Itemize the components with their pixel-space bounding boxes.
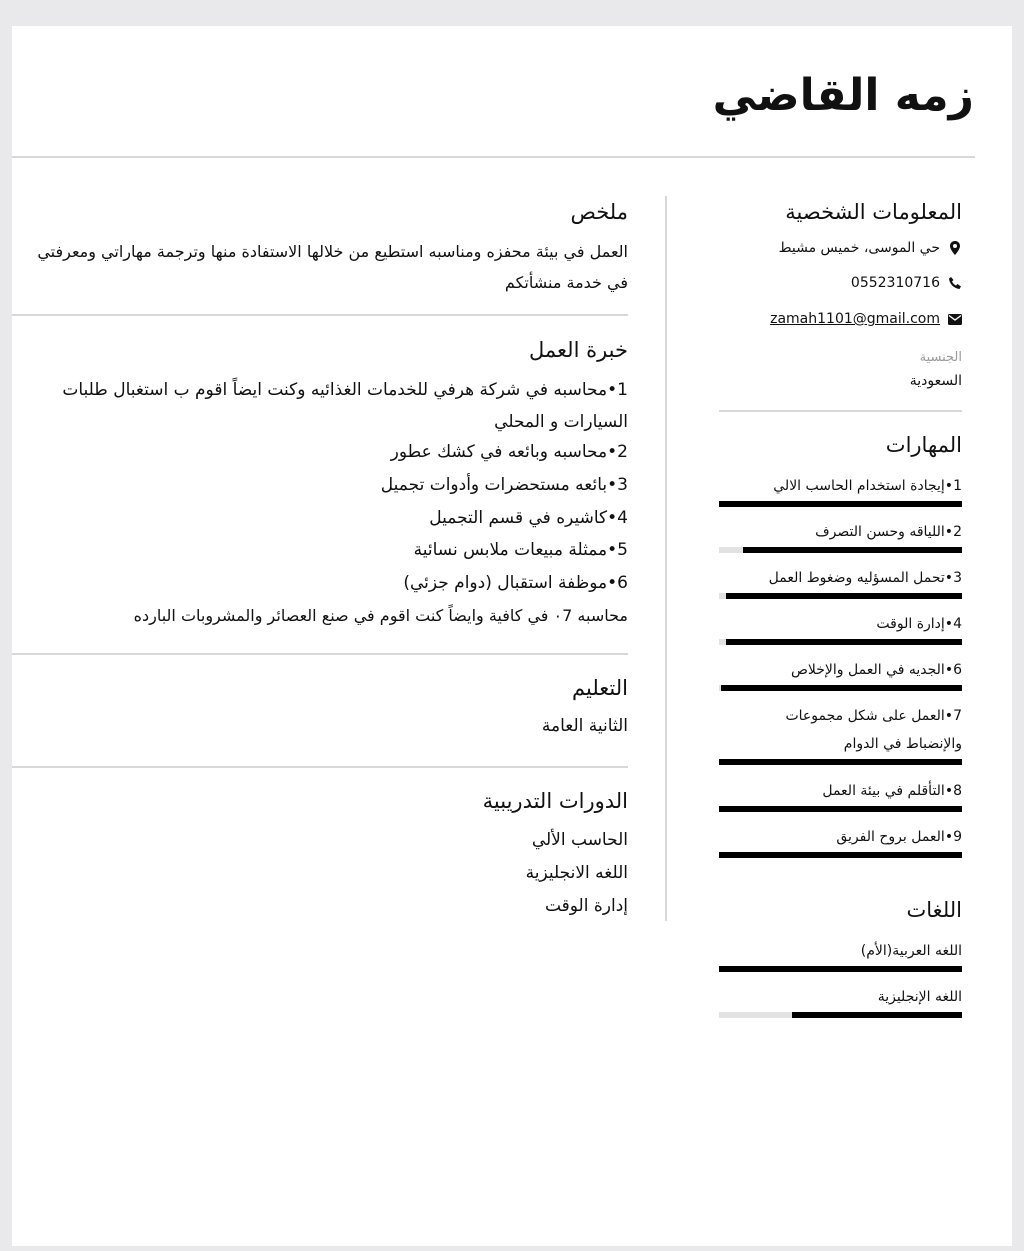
education-item: الثانية العامة (541, 716, 628, 736)
skill-bar-fill (719, 759, 962, 765)
skill-bar-track (719, 501, 962, 507)
candidate-name: زمه القاضي (712, 70, 974, 121)
header-divider (12, 156, 975, 158)
skill-label: 2•اللياقه وحسن التصرف (815, 524, 962, 540)
skill-label: 6•الجديه في العمل والإخلاص (790, 662, 962, 678)
skill-bar-track (719, 547, 962, 553)
phone-icon (948, 276, 962, 290)
language-bar-fill (719, 966, 962, 972)
course-item: اللغه الانجليزية (525, 863, 628, 883)
experience-item: 4•كاشيره في قسم التجميل (429, 508, 628, 528)
experience-item: محاسبه ٠7 في كافية وايضاً كنت اقوم في صنع العصائر والمشروبات البارده (133, 606, 628, 625)
personal-info-divider (719, 410, 962, 412)
address-text: حي الموسى، خميس مشيط (778, 240, 940, 256)
skill-bar-track (719, 852, 962, 858)
skill-bar-track (719, 685, 962, 691)
skill-bar-track (719, 759, 962, 765)
skill-bar-fill (743, 547, 962, 553)
skill-label: 4•إدارة الوقت (876, 616, 962, 632)
languages-title: اللغات (906, 898, 962, 922)
summary-text: العمل في بيئة محفزه ومناسبه استطيع من خلالها الاستفادة منها وترجمة مهاراتي ومعرفتي في خدمة منشأتكم (37, 242, 628, 292)
nationality-label: الجنسية (919, 350, 962, 365)
skill-bar-fill (719, 806, 962, 812)
experience-item: 6•موظفة استقبال (دوام جزئي) (403, 573, 628, 593)
nationality-value: السعودية (909, 373, 962, 389)
skill-bar-fill (719, 501, 962, 507)
language-bar-track (719, 1012, 962, 1018)
skill-label: 3•تحمل المسؤليه وضغوط العمل (768, 570, 962, 586)
skill-bar-fill (726, 639, 962, 645)
skill-bar-track (719, 806, 962, 812)
skill-bar-fill (719, 852, 962, 858)
skills-title: المهارات (885, 433, 962, 457)
language-bar-fill (792, 1012, 962, 1018)
skill-bar-track (719, 593, 962, 599)
education-title: التعليم (572, 676, 628, 700)
skill-label: 9•العمل بروح الفريق (836, 829, 962, 845)
phone-row (851, 275, 962, 291)
skill-label: 8•التأقلم في بيئة العمل (822, 783, 962, 799)
address-row (779, 240, 962, 256)
skill-label: 7•العمل على شكل مجموعات والإنضباط في الدوام (785, 708, 962, 752)
location-pin-icon (948, 241, 962, 255)
experience-item: 1•محاسبه في شركة هرفي للخدمات الغذائيه وكنت ايضاً اقوم ب استغبال طلبات السيارات و المحلي (62, 380, 628, 432)
courses-title: الدورات التدريبية (482, 789, 628, 813)
skill-bar-fill (726, 593, 962, 599)
column-divider (665, 196, 667, 921)
language-label: اللغه الإنجليزية (877, 989, 962, 1005)
phone-text[interactable]: 0552310716 (850, 275, 940, 291)
experience-item: 5•ممثلة مبيعات ملابس نسائية (413, 540, 628, 560)
experience-title: خبرة العمل (529, 338, 628, 362)
experience-divider (12, 653, 628, 655)
summary-divider (12, 314, 628, 316)
experience-item: 3•بائعه مستحضرات وأدوات تجميل (380, 475, 628, 495)
skill-bar-fill (721, 685, 962, 691)
skill-bar-track (719, 639, 962, 645)
skill-label: 1•إيجادة استخدام الحاسب الالي (773, 478, 962, 494)
resume-page (12, 26, 1012, 1246)
experience-item: 2•محاسبه وبائعه في كشك عطور (390, 442, 628, 462)
envelope-icon (948, 312, 962, 326)
education-divider (12, 766, 628, 768)
email-link[interactable]: zamah1101@gmail.com (770, 311, 940, 327)
personal-info-title: المعلومات الشخصية (785, 200, 962, 224)
summary-title: ملخص (570, 200, 628, 224)
course-item: إدارة الوقت (544, 896, 628, 916)
language-label: اللغه العربية(الأم) (860, 943, 962, 959)
course-item: الحاسب الألي (531, 830, 628, 850)
email-row (770, 311, 962, 327)
language-bar-track (719, 966, 962, 972)
